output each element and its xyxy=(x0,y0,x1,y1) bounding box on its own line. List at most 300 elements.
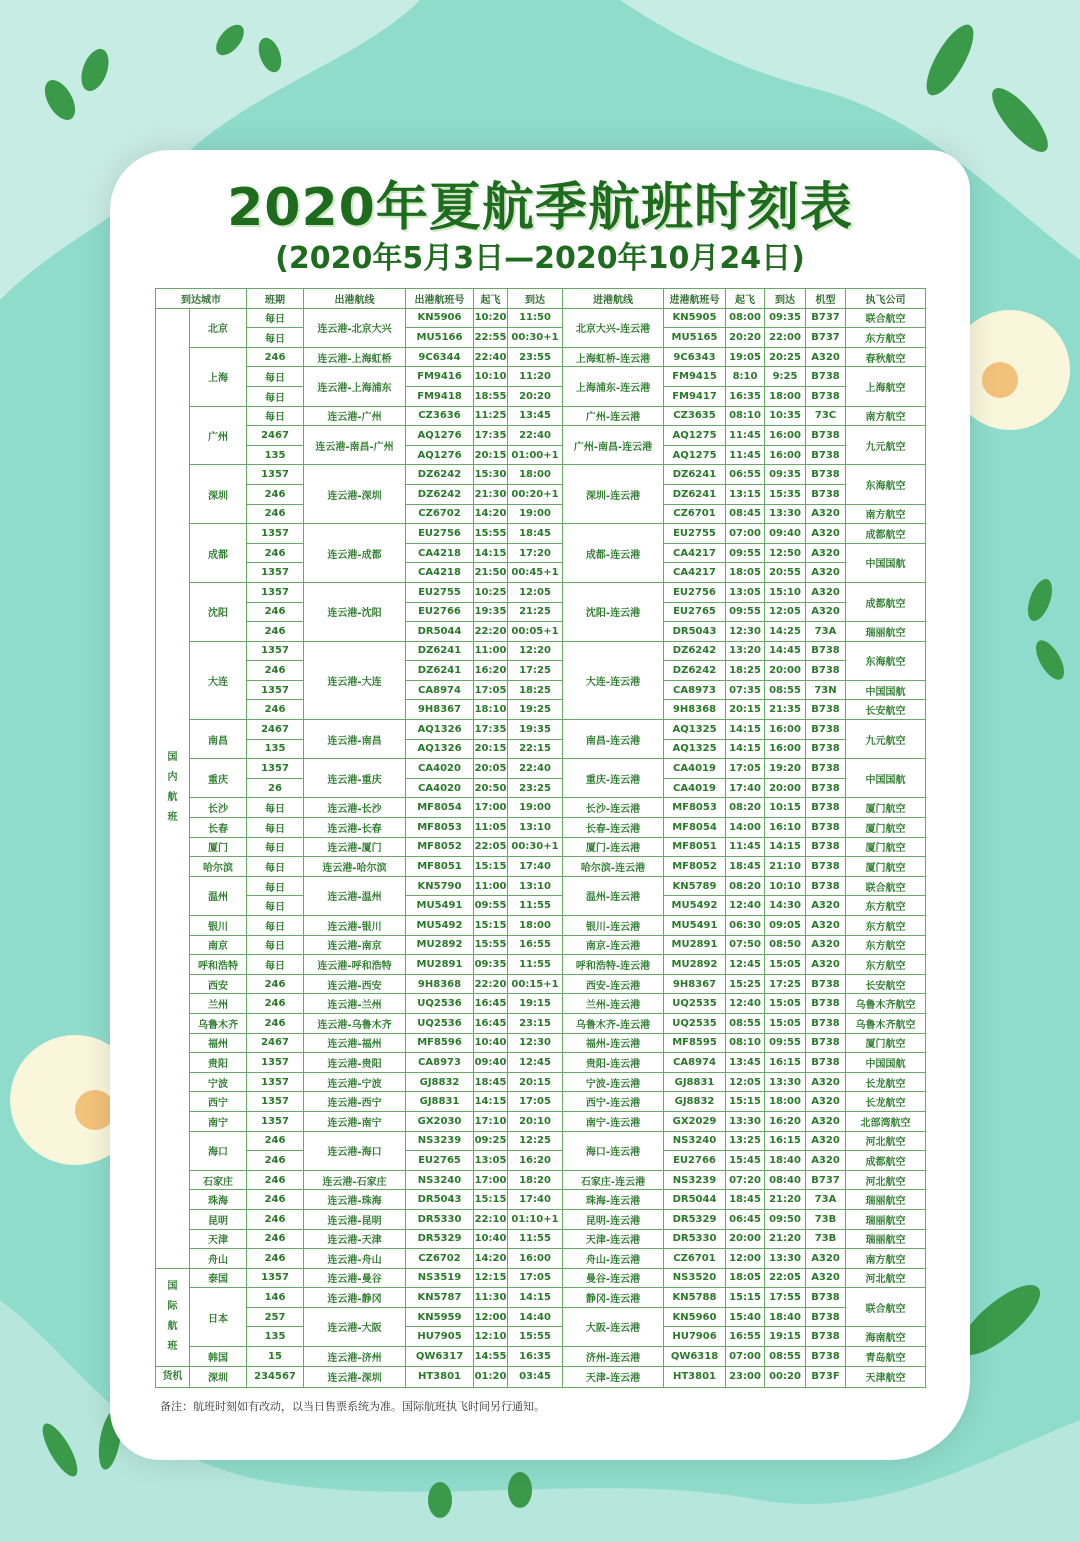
category-cell: 货机 xyxy=(156,1366,190,1387)
outbound-departure-cell: 22:05 xyxy=(474,837,508,857)
column-header: 起飞 xyxy=(474,289,508,309)
inbound-departure-cell: 18:05 xyxy=(726,1268,765,1288)
days-cell: 每日 xyxy=(247,328,304,348)
city-cell: 福州 xyxy=(190,1033,247,1053)
outbound-arrival-cell: 23:55 xyxy=(508,347,563,367)
aircraft-cell: B738 xyxy=(806,661,846,681)
inbound-departure-cell: 07:00 xyxy=(726,524,765,544)
inbound-departure-cell: 18:45 xyxy=(726,1190,765,1210)
table-row xyxy=(156,1327,926,1347)
aircraft-cell: B738 xyxy=(806,1347,846,1367)
inbound-departure-cell: 12:40 xyxy=(726,896,765,916)
outbound-departure-cell: 14:15 xyxy=(474,1092,508,1112)
airline-cell: 联合航空 xyxy=(846,1288,926,1327)
aircraft-cell: A320 xyxy=(806,935,846,955)
city-cell: 舟山 xyxy=(190,1249,247,1269)
inbound-departure-cell: 16:55 xyxy=(726,1327,765,1347)
days-cell: 234567 xyxy=(247,1366,304,1387)
aircraft-cell: B738 xyxy=(806,465,846,485)
inbound-route-cell: 静冈-连云港 xyxy=(563,1288,664,1308)
inbound-departure-cell: 07:20 xyxy=(726,1170,765,1190)
table-row xyxy=(156,622,926,642)
inbound-arrival-cell: 09:55 xyxy=(765,1033,806,1053)
outbound-flight-cell: GJ8831 xyxy=(406,1092,474,1112)
airline-cell: 厦门航空 xyxy=(846,818,926,838)
aircraft-cell: A320 xyxy=(806,347,846,367)
table-row xyxy=(156,1190,926,1210)
airline-cell: 东方航空 xyxy=(846,896,926,916)
inbound-route-cell: 乌鲁木齐-连云港 xyxy=(563,1013,664,1033)
inbound-departure-cell: 17:40 xyxy=(726,778,765,798)
outbound-route-cell: 连云港-深圳 xyxy=(304,1366,406,1387)
inbound-arrival-cell: 20:55 xyxy=(765,563,806,583)
outbound-arrival-cell: 00:30+1 xyxy=(508,328,563,348)
inbound-flight-cell: AQ1325 xyxy=(664,739,726,759)
table-row xyxy=(156,347,926,367)
outbound-route-cell: 连云港-珠海 xyxy=(304,1190,406,1210)
outbound-departure-cell: 11:05 xyxy=(474,818,508,838)
outbound-arrival-cell: 12:30 xyxy=(508,1033,563,1053)
city-cell: 重庆 xyxy=(190,759,247,798)
outbound-departure-cell: 14:15 xyxy=(474,543,508,563)
outbound-flight-cell: MF8596 xyxy=(406,1033,474,1053)
inbound-route-cell: 海口-连云港 xyxy=(563,1131,664,1170)
days-cell: 246 xyxy=(247,543,304,563)
inbound-arrival-cell: 20:00 xyxy=(765,778,806,798)
aircraft-cell: B738 xyxy=(806,1013,846,1033)
table-row xyxy=(156,1170,926,1190)
inbound-departure-cell: 09:55 xyxy=(726,602,765,622)
outbound-departure-cell: 14:55 xyxy=(474,1347,508,1367)
inbound-arrival-cell: 17:25 xyxy=(765,974,806,994)
outbound-arrival-cell: 17:25 xyxy=(508,661,563,681)
aircraft-cell: A320 xyxy=(806,602,846,622)
outbound-departure-cell: 10:40 xyxy=(474,1229,508,1249)
outbound-arrival-cell: 19:00 xyxy=(508,504,563,524)
inbound-arrival-cell: 13:30 xyxy=(765,1072,806,1092)
outbound-arrival-cell: 03:45 xyxy=(508,1366,563,1387)
airline-cell: 长安航空 xyxy=(846,974,926,994)
inbound-arrival-cell: 16:10 xyxy=(765,818,806,838)
outbound-arrival-cell: 23:25 xyxy=(508,778,563,798)
airline-cell: 春秋航空 xyxy=(846,347,926,367)
inbound-arrival-cell: 15:05 xyxy=(765,1013,806,1033)
inbound-flight-cell: EU2765 xyxy=(664,602,726,622)
city-cell: 长沙 xyxy=(190,798,247,818)
inbound-route-cell: 上海浦东-连云港 xyxy=(563,367,664,406)
outbound-departure-cell: 10:20 xyxy=(474,308,508,328)
airline-cell: 长安航空 xyxy=(846,700,926,720)
days-cell: 26 xyxy=(247,778,304,798)
inbound-arrival-cell: 16:00 xyxy=(765,739,806,759)
airline-cell: 乌鲁木齐航空 xyxy=(846,1013,926,1033)
inbound-flight-cell: MF8051 xyxy=(664,837,726,857)
inbound-departure-cell: 12:30 xyxy=(726,622,765,642)
aircraft-cell: B737 xyxy=(806,308,846,328)
table-row xyxy=(156,935,926,955)
inbound-departure-cell: 08:10 xyxy=(726,406,765,426)
inbound-flight-cell: EU2755 xyxy=(664,524,726,544)
inbound-arrival-cell: 16:00 xyxy=(765,445,806,465)
inbound-route-cell: 深圳-连云港 xyxy=(563,465,664,524)
inbound-flight-cell: KN5905 xyxy=(664,308,726,328)
airline-cell: 联合航空 xyxy=(846,308,926,328)
inbound-route-cell: 福州-连云港 xyxy=(563,1033,664,1053)
inbound-route-cell: 济州-连云港 xyxy=(563,1347,664,1367)
inbound-flight-cell: MU2892 xyxy=(664,955,726,975)
days-cell: 246 xyxy=(247,1013,304,1033)
aircraft-cell: B738 xyxy=(806,759,846,779)
aircraft-cell: B738 xyxy=(806,876,846,896)
aircraft-cell: B738 xyxy=(806,739,846,759)
outbound-departure-cell: 09:35 xyxy=(474,955,508,975)
outbound-departure-cell: 19:35 xyxy=(474,602,508,622)
outbound-route-cell: 连云港-南宁 xyxy=(304,1111,406,1131)
table-row xyxy=(156,1249,926,1269)
inbound-route-cell: 西安-连云港 xyxy=(563,974,664,994)
days-cell: 246 xyxy=(247,1170,304,1190)
outbound-flight-cell: CA4218 xyxy=(406,563,474,583)
inbound-flight-cell: CA8973 xyxy=(664,680,726,700)
airline-cell: 瑞丽航空 xyxy=(846,1209,926,1229)
outbound-route-cell: 连云港-贵阳 xyxy=(304,1053,406,1073)
inbound-arrival-cell: 15:10 xyxy=(765,582,806,602)
inbound-flight-cell: 9H8368 xyxy=(664,700,726,720)
outbound-departure-cell: 09:40 xyxy=(474,1053,508,1073)
city-cell: 西安 xyxy=(190,974,247,994)
outbound-arrival-cell: 18:25 xyxy=(508,680,563,700)
city-cell: 珠海 xyxy=(190,1190,247,1210)
inbound-arrival-cell: 09:50 xyxy=(765,1209,806,1229)
outbound-arrival-cell: 17:40 xyxy=(508,857,563,877)
outbound-departure-cell: 11:00 xyxy=(474,641,508,661)
outbound-arrival-cell: 13:10 xyxy=(508,876,563,896)
aircraft-cell: 73A xyxy=(806,622,846,642)
inbound-arrival-cell: 10:10 xyxy=(765,876,806,896)
airline-cell: 南方航空 xyxy=(846,1249,926,1269)
inbound-departure-cell: 16:35 xyxy=(726,386,765,406)
outbound-flight-cell: CA4020 xyxy=(406,759,474,779)
days-cell: 246 xyxy=(247,1190,304,1210)
inbound-flight-cell: DZ6241 xyxy=(664,484,726,504)
airline-cell: 成都航空 xyxy=(846,582,926,621)
city-cell: 昆明 xyxy=(190,1209,247,1229)
inbound-arrival-cell: 9:25 xyxy=(765,367,806,387)
outbound-arrival-cell: 11:55 xyxy=(508,1229,563,1249)
outbound-route-cell: 连云港-银川 xyxy=(304,916,406,936)
city-cell: 北京 xyxy=(190,308,247,347)
inbound-route-cell: 大连-连云港 xyxy=(563,641,664,719)
inbound-departure-cell: 18:45 xyxy=(726,857,765,877)
outbound-route-cell: 连云港-长沙 xyxy=(304,798,406,818)
outbound-route-cell: 连云港-温州 xyxy=(304,876,406,915)
outbound-departure-cell: 10:25 xyxy=(474,582,508,602)
days-cell: 246 xyxy=(247,974,304,994)
airline-cell: 长龙航空 xyxy=(846,1072,926,1092)
inbound-arrival-cell: 21:20 xyxy=(765,1190,806,1210)
outbound-departure-cell: 14:20 xyxy=(474,1249,508,1269)
table-row xyxy=(156,857,926,877)
outbound-flight-cell: NS3519 xyxy=(406,1268,474,1288)
inbound-arrival-cell: 08:40 xyxy=(765,1170,806,1190)
airline-cell: 中国国航 xyxy=(846,543,926,582)
outbound-flight-cell: CA8974 xyxy=(406,680,474,700)
outbound-route-cell: 连云港-西安 xyxy=(304,974,406,994)
outbound-route-cell: 连云港-济州 xyxy=(304,1347,406,1367)
outbound-route-cell: 连云港-天津 xyxy=(304,1229,406,1249)
inbound-route-cell: 大阪-连云港 xyxy=(563,1307,664,1346)
outbound-arrival-cell: 00:15+1 xyxy=(508,974,563,994)
city-cell: 厦门 xyxy=(190,837,247,857)
inbound-departure-cell: 19:05 xyxy=(726,347,765,367)
outbound-arrival-cell: 12:05 xyxy=(508,582,563,602)
outbound-arrival-cell: 12:25 xyxy=(508,1131,563,1151)
outbound-flight-cell: CZ6702 xyxy=(406,504,474,524)
days-cell: 每日 xyxy=(247,837,304,857)
city-cell: 乌鲁木齐 xyxy=(190,1013,247,1033)
outbound-departure-cell: 10:40 xyxy=(474,1033,508,1053)
inbound-route-cell: 哈尔滨-连云港 xyxy=(563,857,664,877)
outbound-flight-cell: HU7905 xyxy=(406,1327,474,1347)
outbound-route-cell: 连云港-西宁 xyxy=(304,1092,406,1112)
outbound-route-cell: 连云港-重庆 xyxy=(304,759,406,798)
outbound-flight-cell: CZ6702 xyxy=(406,1249,474,1269)
outbound-arrival-cell: 19:35 xyxy=(508,720,563,740)
days-cell: 246 xyxy=(247,994,304,1014)
table-row xyxy=(156,1229,926,1249)
table-row xyxy=(156,1033,926,1053)
inbound-departure-cell: 15:25 xyxy=(726,974,765,994)
aircraft-cell: B738 xyxy=(806,1327,846,1347)
city-cell: 上海 xyxy=(190,347,247,406)
inbound-route-cell: 南昌-连云港 xyxy=(563,720,664,759)
table-row xyxy=(156,759,926,779)
outbound-arrival-cell: 18:00 xyxy=(508,916,563,936)
outbound-departure-cell: 20:15 xyxy=(474,445,508,465)
outbound-arrival-cell: 19:00 xyxy=(508,798,563,818)
inbound-arrival-cell: 18:00 xyxy=(765,386,806,406)
outbound-departure-cell: 12:00 xyxy=(474,1307,508,1327)
table-row xyxy=(156,1268,926,1288)
outbound-flight-cell: NS3240 xyxy=(406,1170,474,1190)
outbound-departure-cell: 16:20 xyxy=(474,661,508,681)
inbound-departure-cell: 09:55 xyxy=(726,543,765,563)
inbound-flight-cell: DR5043 xyxy=(664,622,726,642)
outbound-route-cell: 连云港-石家庄 xyxy=(304,1170,406,1190)
airline-cell: 天津航空 xyxy=(846,1366,926,1387)
outbound-arrival-cell: 12:20 xyxy=(508,641,563,661)
inbound-departure-cell: 06:55 xyxy=(726,465,765,485)
city-cell: 深圳 xyxy=(190,1366,247,1387)
inbound-departure-cell: 15:15 xyxy=(726,1092,765,1112)
inbound-arrival-cell: 15:05 xyxy=(765,955,806,975)
column-header: 班期 xyxy=(247,289,304,309)
aircraft-cell: B737 xyxy=(806,328,846,348)
aircraft-cell: A320 xyxy=(806,524,846,544)
days-cell: 1357 xyxy=(247,1092,304,1112)
aircraft-cell: A320 xyxy=(806,1131,846,1151)
inbound-flight-cell: GX2029 xyxy=(664,1111,726,1131)
inbound-departure-cell: 06:45 xyxy=(726,1209,765,1229)
outbound-arrival-cell: 13:10 xyxy=(508,818,563,838)
days-cell: 257 xyxy=(247,1307,304,1327)
table-row xyxy=(156,1307,926,1327)
outbound-flight-cell: AQ1276 xyxy=(406,426,474,446)
outbound-route-cell: 连云港-上海浦东 xyxy=(304,367,406,406)
airline-cell: 北部湾航空 xyxy=(846,1111,926,1131)
table-row xyxy=(156,1053,926,1073)
inbound-arrival-cell: 21:20 xyxy=(765,1229,806,1249)
table-row xyxy=(156,308,926,328)
airline-cell: 东方航空 xyxy=(846,328,926,348)
inbound-flight-cell: CZ6701 xyxy=(664,1249,726,1269)
aircraft-cell: B738 xyxy=(806,720,846,740)
outbound-route-cell: 连云港-北京大兴 xyxy=(304,308,406,347)
airline-cell: 联合航空 xyxy=(846,876,926,896)
outbound-route-cell: 连云港-沈阳 xyxy=(304,582,406,641)
table-row xyxy=(156,1366,926,1387)
days-cell: 每日 xyxy=(247,798,304,818)
inbound-flight-cell: KN5789 xyxy=(664,876,726,896)
aircraft-cell: B738 xyxy=(806,1033,846,1053)
outbound-departure-cell: 10:10 xyxy=(474,367,508,387)
outbound-departure-cell: 12:15 xyxy=(474,1268,508,1288)
table-row xyxy=(156,504,926,524)
outbound-route-cell: 连云港-呼和浩特 xyxy=(304,955,406,975)
aircraft-cell: B738 xyxy=(806,1288,846,1308)
table-row xyxy=(156,876,926,896)
inbound-arrival-cell: 16:15 xyxy=(765,1053,806,1073)
inbound-departure-cell: 12:00 xyxy=(726,1249,765,1269)
inbound-departure-cell: 11:45 xyxy=(726,837,765,857)
inbound-route-cell: 西宁-连云港 xyxy=(563,1092,664,1112)
inbound-flight-cell: MU5491 xyxy=(664,916,726,936)
table-row xyxy=(156,1209,926,1229)
category-cell: 国 内 航 班 xyxy=(156,308,190,1268)
inbound-flight-cell: CA4019 xyxy=(664,778,726,798)
city-cell: 温州 xyxy=(190,876,247,915)
inbound-arrival-cell: 19:15 xyxy=(765,1327,806,1347)
outbound-departure-cell: 01:20 xyxy=(474,1366,508,1387)
outbound-departure-cell: 15:55 xyxy=(474,524,508,544)
inbound-flight-cell: HU7906 xyxy=(664,1327,726,1347)
aircraft-cell: B738 xyxy=(806,484,846,504)
outbound-departure-cell: 15:15 xyxy=(474,916,508,936)
days-cell: 246 xyxy=(247,1131,304,1151)
table-row xyxy=(156,641,926,661)
inbound-arrival-cell: 00:20 xyxy=(765,1366,806,1387)
inbound-departure-cell: 8:10 xyxy=(726,367,765,387)
airline-cell: 东方航空 xyxy=(846,935,926,955)
column-header: 进港航班号 xyxy=(664,289,726,309)
outbound-route-cell: 连云港-曼谷 xyxy=(304,1268,406,1288)
outbound-departure-cell: 22:40 xyxy=(474,347,508,367)
inbound-route-cell: 沈阳-连云港 xyxy=(563,582,664,641)
days-cell: 1357 xyxy=(247,1053,304,1073)
outbound-arrival-cell: 11:55 xyxy=(508,896,563,916)
outbound-flight-cell: DR5043 xyxy=(406,1190,474,1210)
table-row xyxy=(156,484,926,504)
inbound-departure-cell: 15:15 xyxy=(726,1288,765,1308)
airline-cell: 瑞丽航空 xyxy=(846,622,926,642)
table-row xyxy=(156,1151,926,1171)
city-cell: 贵阳 xyxy=(190,1053,247,1073)
outbound-departure-cell: 16:45 xyxy=(474,994,508,1014)
outbound-arrival-cell: 11:55 xyxy=(508,955,563,975)
outbound-flight-cell: MF8054 xyxy=(406,798,474,818)
inbound-arrival-cell: 21:35 xyxy=(765,700,806,720)
inbound-arrival-cell: 20:00 xyxy=(765,661,806,681)
inbound-flight-cell: NS3239 xyxy=(664,1170,726,1190)
inbound-flight-cell: UQ2535 xyxy=(664,1013,726,1033)
inbound-departure-cell: 14:00 xyxy=(726,818,765,838)
inbound-route-cell: 天津-连云港 xyxy=(563,1366,664,1387)
column-header: 到达 xyxy=(508,289,563,309)
table-row xyxy=(156,661,926,681)
column-header: 到达 xyxy=(765,289,806,309)
outbound-arrival-cell: 19:25 xyxy=(508,700,563,720)
table-row xyxy=(156,1347,926,1367)
inbound-flight-cell: DR5329 xyxy=(664,1209,726,1229)
inbound-arrival-cell: 08:55 xyxy=(765,680,806,700)
airline-cell: 中国国航 xyxy=(846,680,926,700)
outbound-flight-cell: MF8053 xyxy=(406,818,474,838)
aircraft-cell: B738 xyxy=(806,837,846,857)
inbound-departure-cell: 11:45 xyxy=(726,426,765,446)
airline-cell: 青岛航空 xyxy=(846,1347,926,1367)
inbound-flight-cell: DZ6242 xyxy=(664,641,726,661)
outbound-arrival-cell: 22:40 xyxy=(508,426,563,446)
outbound-flight-cell: EU2765 xyxy=(406,1151,474,1171)
inbound-route-cell: 珠海-连云港 xyxy=(563,1190,664,1210)
airline-cell: 中国国航 xyxy=(846,1053,926,1073)
days-cell: 246 xyxy=(247,602,304,622)
aircraft-cell: A320 xyxy=(806,1092,846,1112)
outbound-flight-cell: DZ6242 xyxy=(406,465,474,485)
table-row xyxy=(156,837,926,857)
outbound-flight-cell: DR5329 xyxy=(406,1229,474,1249)
days-cell: 每日 xyxy=(247,955,304,975)
outbound-flight-cell: DR5330 xyxy=(406,1209,474,1229)
city-cell: 日本 xyxy=(190,1288,247,1347)
inbound-flight-cell: KN5960 xyxy=(664,1307,726,1327)
inbound-departure-cell: 12:45 xyxy=(726,955,765,975)
days-cell: 每日 xyxy=(247,367,304,387)
outbound-flight-cell: CA4218 xyxy=(406,543,474,563)
days-cell: 每日 xyxy=(247,308,304,328)
days-cell: 246 xyxy=(247,661,304,681)
airline-cell: 厦门航空 xyxy=(846,1033,926,1053)
inbound-route-cell: 北京大兴-连云港 xyxy=(563,308,664,347)
days-cell: 246 xyxy=(247,1229,304,1249)
aircraft-cell: B738 xyxy=(806,367,846,387)
aircraft-cell: 73C xyxy=(806,406,846,426)
column-header: 出港航线 xyxy=(304,289,406,309)
inbound-flight-cell: GJ8831 xyxy=(664,1072,726,1092)
aircraft-cell: B738 xyxy=(806,798,846,818)
outbound-flight-cell: 9H8368 xyxy=(406,974,474,994)
outbound-flight-cell: CA4020 xyxy=(406,778,474,798)
table-row xyxy=(156,426,926,446)
inbound-flight-cell: MF8054 xyxy=(664,818,726,838)
airline-cell: 海南航空 xyxy=(846,1327,926,1347)
table-row xyxy=(156,1092,926,1112)
outbound-flight-cell: NS3239 xyxy=(406,1131,474,1151)
outbound-flight-cell: 9C6344 xyxy=(406,347,474,367)
column-header: 出港航班号 xyxy=(406,289,474,309)
inbound-arrival-cell: 12:50 xyxy=(765,543,806,563)
outbound-flight-cell: MU5491 xyxy=(406,896,474,916)
